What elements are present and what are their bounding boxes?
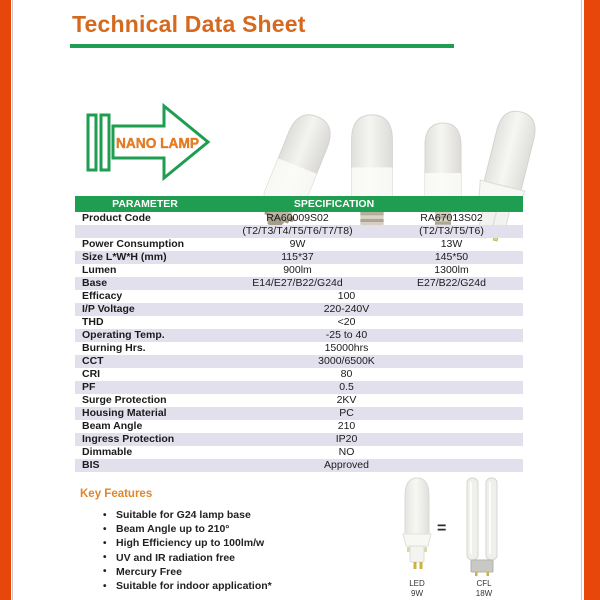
spec-value-cell: E27/B22/G24d xyxy=(417,277,486,289)
table-header-row xyxy=(75,196,523,212)
column-header-parameter: PARAMETER xyxy=(112,198,178,210)
page-title: Technical Data Sheet xyxy=(72,11,306,37)
spec-value-cell: 15000hrs xyxy=(324,342,369,354)
spec-value-cell: 115*37 xyxy=(281,251,314,263)
parameter-cell: Base xyxy=(82,277,108,289)
spec-table-body xyxy=(75,212,523,472)
key-feature-item xyxy=(103,551,373,565)
table-row xyxy=(75,238,523,251)
key-feature-item xyxy=(103,536,373,550)
table-row xyxy=(75,225,523,238)
led-type-text: LED xyxy=(409,579,425,588)
parameter-cell: Size L*W*H (mm) xyxy=(82,251,167,263)
table-row xyxy=(75,381,523,394)
bullet-icon: • xyxy=(103,523,107,535)
bullet-icon: • xyxy=(103,566,107,578)
left-border-strip xyxy=(0,0,11,600)
spec-value-cell: Approved xyxy=(324,459,369,471)
bullet-icon: • xyxy=(103,552,107,564)
parameter-cell: CRI xyxy=(82,368,101,380)
parameter-cell: Ingress Protection xyxy=(82,433,175,445)
parameter-cell: Efficacy xyxy=(82,290,123,302)
key-feature-item xyxy=(103,522,373,536)
left-edge-line xyxy=(12,0,13,600)
spec-value-cell: -25 to 40 xyxy=(325,329,368,341)
table-row xyxy=(75,355,523,368)
spec-value-cell: 9W xyxy=(289,238,306,250)
key-feature-text: Suitable for indoor application* xyxy=(116,580,272,593)
parameter-cell: Beam Angle xyxy=(82,420,143,432)
spec-value-cell: E14/E27/B22/G24d xyxy=(252,277,343,289)
key-features-heading: Key Features xyxy=(80,488,153,500)
key-features-list xyxy=(103,508,373,593)
parameter-cell: Product Code xyxy=(82,212,151,224)
logo-text: NANO LAMP xyxy=(116,135,199,152)
parameter-cell: Housing Material xyxy=(82,407,167,419)
table-row xyxy=(75,407,523,420)
parameter-cell: PF xyxy=(82,381,96,393)
spec-value-cell: PC xyxy=(339,407,354,419)
key-feature-item xyxy=(103,565,373,579)
table-row xyxy=(75,342,523,355)
parameter-cell: Lumen xyxy=(82,264,117,276)
key-feature-text: High Efficiency up to 100lm/w xyxy=(116,537,265,550)
spec-value-cell: RA67013S02 xyxy=(420,212,483,224)
table-row xyxy=(75,394,523,407)
product-photo xyxy=(14,52,580,196)
logo-bar-icon xyxy=(101,115,109,170)
specification-table xyxy=(75,196,523,472)
spec-value-cell: (T2/T3/T5/T6) xyxy=(419,225,484,237)
parameter-cell: Power Consumption xyxy=(82,238,185,250)
table-row xyxy=(75,459,523,472)
parameter-cell: CCT xyxy=(82,355,104,367)
table-row xyxy=(75,290,523,303)
column-header-specification: SPECIFICATION xyxy=(293,198,375,210)
spec-value-cell: 220-240V xyxy=(323,303,370,315)
spec-value-cell: IP20 xyxy=(335,433,358,445)
parameter-cell: Operating Temp. xyxy=(82,329,165,341)
cfl-wattage-text: 18W xyxy=(475,589,493,598)
parameter-cell: I/P Voltage xyxy=(82,303,135,315)
spec-value-cell: NO xyxy=(338,446,355,458)
table-row xyxy=(75,251,523,264)
right-border-strip xyxy=(584,0,600,600)
cfl-label xyxy=(462,579,506,599)
table-row xyxy=(75,433,523,446)
spec-value-cell: 900lm xyxy=(283,264,312,276)
parameter-cell: THD xyxy=(82,316,104,328)
logo-bar-icon xyxy=(88,115,96,170)
table-row xyxy=(75,303,523,316)
table-row xyxy=(75,212,523,225)
spec-value-cell: 13W xyxy=(440,238,463,250)
nano-lamp-logo xyxy=(86,96,213,188)
cfl-type-text: CFL xyxy=(476,579,492,588)
table-row xyxy=(75,277,523,290)
spec-value-cell: 2KV xyxy=(336,394,357,406)
spec-value-cell: 3000/6500K xyxy=(318,355,375,367)
table-row xyxy=(75,264,523,277)
led-label xyxy=(393,579,441,599)
table-row xyxy=(75,316,523,329)
parameter-cell: Dimmable xyxy=(82,446,133,458)
spec-value-cell: (T2/T3/T4/T5/T6/T7/T8) xyxy=(242,225,353,237)
spec-value-cell: 145*50 xyxy=(434,251,469,263)
table-row xyxy=(75,329,523,342)
table-row xyxy=(75,420,523,433)
spec-value-cell: <20 xyxy=(337,316,356,328)
key-feature-item xyxy=(103,579,373,593)
parameter-cell: BIS xyxy=(82,459,100,471)
bullet-icon: • xyxy=(103,580,107,592)
right-edge-line xyxy=(581,0,582,600)
parameter-cell: Burning Hrs. xyxy=(82,342,146,354)
key-feature-item xyxy=(103,508,373,522)
equals-sign: = xyxy=(437,520,447,537)
spec-value-cell: RA60009S02 xyxy=(266,212,329,224)
table-row xyxy=(75,368,523,381)
bullet-icon: • xyxy=(103,537,107,549)
key-feature-text: Beam Angle up to 210° xyxy=(116,523,230,536)
key-feature-text: Suitable for G24 lamp base xyxy=(116,509,251,522)
led-wattage-text: 9W xyxy=(411,589,423,598)
spec-value-cell: 210 xyxy=(337,420,356,432)
table-row xyxy=(75,446,523,459)
spec-value-cell: 100 xyxy=(337,290,356,302)
title-underline xyxy=(70,44,454,48)
led-lamp-image xyxy=(393,476,441,576)
key-feature-text: Mercury Free xyxy=(116,565,182,578)
spec-value-cell: 80 xyxy=(340,368,353,380)
bullet-icon: • xyxy=(103,509,107,521)
parameter-cell: Surge Protection xyxy=(82,394,167,406)
spec-value-cell: 0.5 xyxy=(339,381,354,393)
spec-value-cell: 1300lm xyxy=(434,264,469,276)
key-feature-text: UV and IR radiation free xyxy=(116,551,236,564)
cfl-lamp-image xyxy=(462,476,506,576)
